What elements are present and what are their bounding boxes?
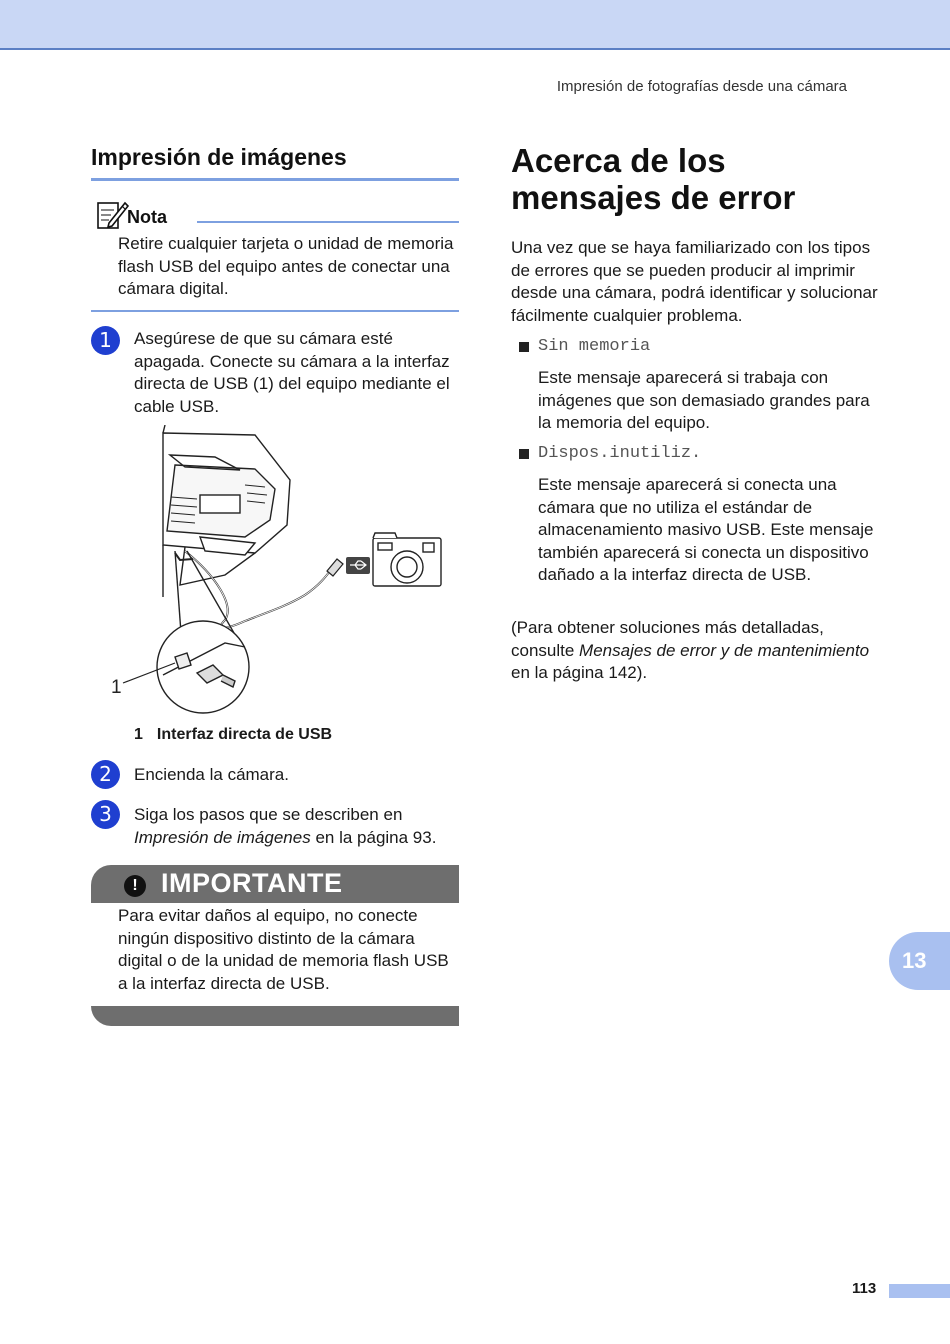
step-1-badge: 1 (91, 326, 120, 355)
bullet-square-icon (519, 449, 529, 459)
error-code-2: Dispos.inutiliz. (538, 444, 702, 463)
error-section-title (511, 142, 871, 216)
chapter-tab[interactable]: 13 (889, 932, 950, 990)
running-header: Impresión de fotografías desde una cámara (556, 78, 847, 95)
error-title-line-2: mensajes de error (511, 179, 796, 216)
usb-symbol-icon (346, 557, 370, 574)
figure-caption (134, 726, 332, 744)
step-3-text (134, 804, 464, 849)
important-footer (91, 1006, 459, 1026)
figure-caption-number: 1 (134, 726, 143, 743)
section-title: Impresión de imágenes (91, 144, 347, 170)
step-3-text-tail: en la página 93. (310, 827, 437, 847)
error-code-1: Sin memoria (538, 337, 651, 356)
error-intro: Una vez que se haya familiarizado con los tipos de errores que se pueden producir al imprimir desde una cámara, podrá identificar y solucionar fácilmente cualquier problema. (511, 238, 878, 325)
usb-connection-illustration (105, 425, 457, 717)
outro-tail: en la página 142). (511, 663, 648, 682)
usb-cable (185, 551, 333, 628)
top-band (0, 0, 950, 50)
outro-text: (Para obtener soluciones más detalladas, consulte (511, 618, 824, 660)
note-label: Nota (127, 207, 167, 227)
step-3-text-part: Siga los pasos que se describen en (134, 805, 403, 824)
figure-callout-1: 1 (111, 677, 122, 698)
printer-drawing (163, 425, 290, 597)
step-3-badge: 3 (91, 800, 120, 829)
digital-camera-drawing (373, 533, 441, 586)
note-text: Retire cualquier tarjeta o unidad de memoria flash USB del equipo antes de conectar una cámara digital. (118, 234, 454, 298)
important-text: Para evitar daños al equipo, no conecte ningún dispositivo distinto de la cámara digital o de la unidad de memoria flash USB a la interfaz directa de USB. (118, 906, 449, 993)
error-outro (511, 617, 881, 685)
note-pencil-icon (95, 199, 129, 231)
important-header (91, 865, 459, 903)
error-desc-1: Este mensaje aparecerá si trabaja con imágenes que son demasiado grandes para la memoria del equipo. (538, 368, 870, 432)
bullet-square-icon (519, 342, 529, 352)
exclamation-icon: ! (124, 875, 146, 897)
page-number: 113 (852, 1280, 877, 1297)
usb-plug (327, 559, 343, 576)
figure-caption-label: Interfaz directa de USB (156, 726, 333, 743)
section-rule (91, 178, 459, 181)
important-title: IMPORTANTE (161, 868, 343, 898)
step-2-badge: 2 (91, 760, 120, 789)
note-bottom-rule (91, 310, 459, 312)
step-3-link[interactable]: Impresión de imágenes (134, 827, 311, 847)
note-rule (197, 221, 459, 223)
magnified-port-detail (157, 551, 249, 713)
step-1-text: Asegúrese de que su cámara esté apagada. Conecte su cámara a la interfaz directa de USB (1) del equipo mediante el cable USB. (134, 329, 450, 416)
error-desc-2: Este mensaje aparecerá si conecta una cámara que no utiliza el estándar de almacenamiento masivo USB. Este mensaje también aparecerá si conecta un dispositivo dañado a la interfaz directa de USB. (538, 475, 874, 584)
outro-link[interactable]: Mensajes de error y de mantenimiento (579, 640, 870, 660)
page-number-bar (889, 1284, 950, 1298)
step-2-text: Encienda la cámara. (134, 765, 289, 784)
error-title-line-1: Acerca de los (511, 142, 726, 179)
